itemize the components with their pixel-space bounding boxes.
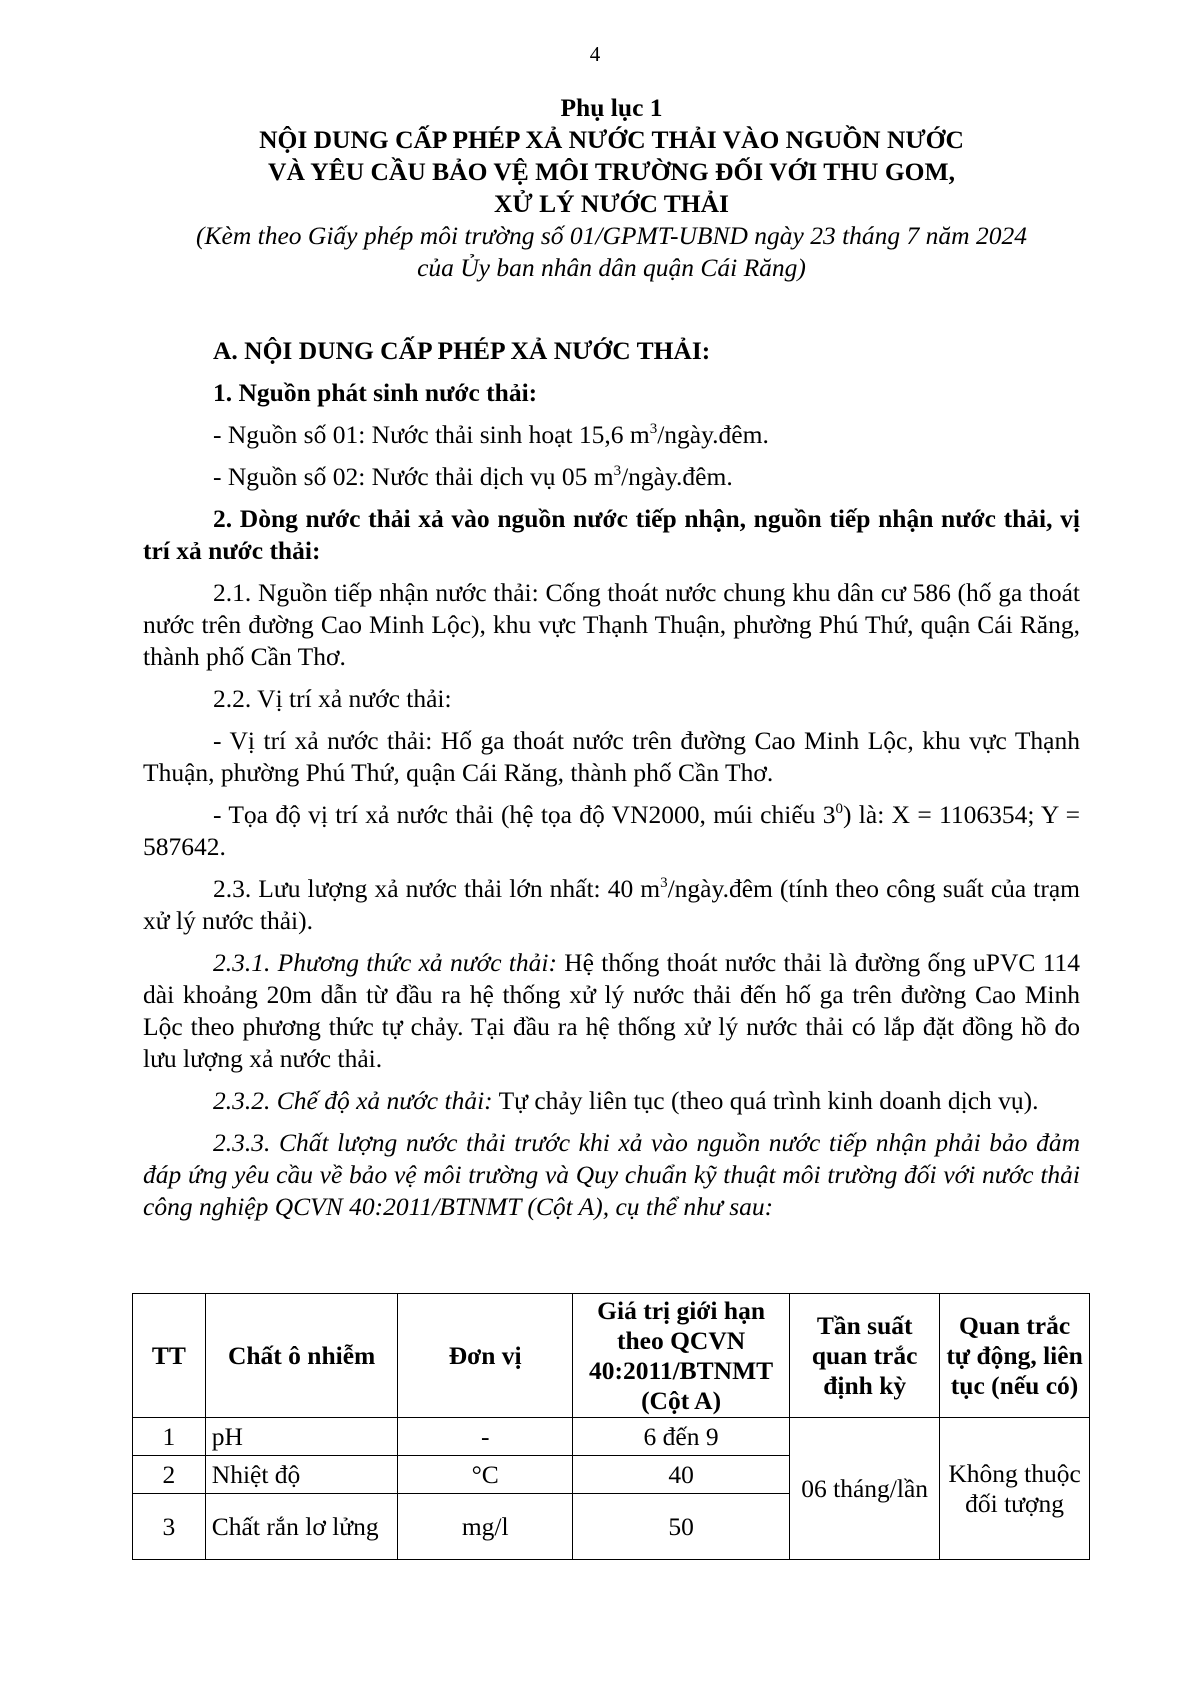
header-frequency: Tần suất quan trắc định kỳ	[790, 1294, 940, 1418]
title-line-3: XỬ LÝ NƯỚC THẢI	[494, 189, 729, 218]
row-limit: 6 đến 9	[572, 1418, 789, 1456]
paragraph-2-3-3: 2.3.3. Chất lượng nước thải trước khi xả vào nguồn nước tiếp nhận phải bảo đảm đáp ứng yêu cầu về bảo vệ môi trường và Quy chuẩn kỹ thuật môi trường đối với nước thải công nghiệp QCVN 40:2011/BTNMT (Cột A), cụ thể như sau:	[143, 1128, 1080, 1221]
row-pollutant: Chất rắn lơ lửng	[205, 1494, 398, 1560]
document-body	[143, 335, 1080, 1223]
paragraph-2-3: 2.3. Lưu lượng xả nước thải lớn nhất: 40 $m^3/ngày.đêm$ (tính theo công suất của trạm xử lý nước thải).	[143, 874, 1080, 935]
row-unit: °C	[398, 1456, 572, 1494]
heading-1: 1. Nguồn phát sinh nước thải:	[213, 378, 538, 407]
paragraph-2-2: 2.2. Vị trí xả nước thải:	[213, 684, 452, 713]
appendix-header	[143, 92, 1080, 284]
source-2: - Nguồn số 02: Nước thải dịch vụ 05 $m^3/ngày.đêm$.	[213, 462, 733, 491]
page-number: 4	[589, 42, 601, 66]
table-row	[133, 1418, 1090, 1456]
header-limit: Giá trị giới hạn theo QCVN 40:2011/BTNMT (Cột A)	[572, 1294, 789, 1418]
subtitle-line-2: của Ủy ban nhân dân quận Cái Răng)	[417, 253, 806, 282]
subtitle-line-1: (Kèm theo Giấy phép môi trường số 01/GPMT-UBND ngày 23 tháng 7 năm 2024	[196, 221, 1027, 250]
heading-2: 2. Dòng nước thải xả vào nguồn nước tiếp nhận, nguồn tiếp nhận nước thải, vị trí xả nước thải:	[143, 504, 1080, 565]
title-line-1: NỘI DUNG CẤP PHÉP XẢ NƯỚC THẢI VÀO NGUỒN NƯỚC	[259, 125, 964, 154]
row-limit: 40	[572, 1456, 789, 1494]
header-pollutant: Chất ô nhiễm	[205, 1294, 398, 1418]
row-tt: 3	[133, 1494, 206, 1560]
paragraph-2-3-1: 2.3.1. Phương thức xả nước thải: Hệ thống thoát nước thải là đường ống uPVC 114 dài khoảng 20m dẫn từ đầu ra hệ thống xử lý nước thải đến hố ga trên đường Cao Minh Lộc theo phương thức tự chảy. Tại đầu ra hệ thống xử lý nước thải có lắp đặt đồng hồ đo lưu lượng xả nước thải.	[143, 948, 1080, 1073]
auto-monitoring-cell: Không thuộc đối tượng	[940, 1418, 1090, 1560]
paragraph-2-3-2: 2.3.2. Chế độ xả nước thải: Tự chảy liên tục (theo quá trình kinh doanh dịch vụ).	[213, 1086, 1039, 1115]
row-pollutant: Nhiệt độ	[205, 1456, 398, 1494]
header-auto-monitoring: Quan trắc tự động, liên tục (nếu có)	[940, 1294, 1090, 1418]
paragraph-2-1: 2.1. Nguồn tiếp nhận nước thải: Cống thoát nước chung khu dân cư 586 (hố ga thoát nước trên đường Cao Minh Lộc), khu vực Thạnh Thuận, phường Phú Thứ, quận Cái Răng, thành phố Cần Thơ.	[143, 578, 1080, 671]
row-pollutant: pH	[205, 1418, 398, 1456]
header-tt: TT	[133, 1294, 206, 1418]
row-tt: 2	[133, 1456, 206, 1494]
paragraph-2-2-a: - Vị trí xả nước thải: Hố ga thoát nước trên đường Cao Minh Lộc, khu vực Thạnh Thuận, phường Phú Thứ, quận Cái Răng, thành phố Cần Thơ.	[143, 726, 1080, 787]
source-1: - Nguồn số 01: Nước thải sinh hoạt 15,6 $m^3/ngày.đêm$.	[213, 420, 769, 449]
table-header-row	[133, 1294, 1090, 1418]
appendix-label: Phụ lục 1	[560, 93, 663, 122]
paragraph-2-2-b: - Tọa độ vị trí xả nước thải (hệ tọa độ VN2000, múi chiếu $3^0$) là: X = 1106354; Y = 587642.	[143, 800, 1080, 861]
section-a-heading: A. NỘI DUNG CẤP PHÉP XẢ NƯỚC THẢI:	[213, 336, 711, 365]
row-unit: mg/l	[398, 1494, 572, 1560]
header-unit: Đơn vị	[398, 1294, 572, 1418]
row-tt: 1	[133, 1418, 206, 1456]
row-unit: -	[398, 1418, 572, 1456]
frequency-cell: 06 tháng/lần	[790, 1418, 940, 1560]
row-limit: 50	[572, 1494, 789, 1560]
pollutant-limits-table	[132, 1293, 1090, 1560]
title-line-2: VÀ YÊU CẦU BẢO VỆ MÔI TRƯỜNG ĐỐI VỚI THU GOM,	[268, 157, 955, 186]
